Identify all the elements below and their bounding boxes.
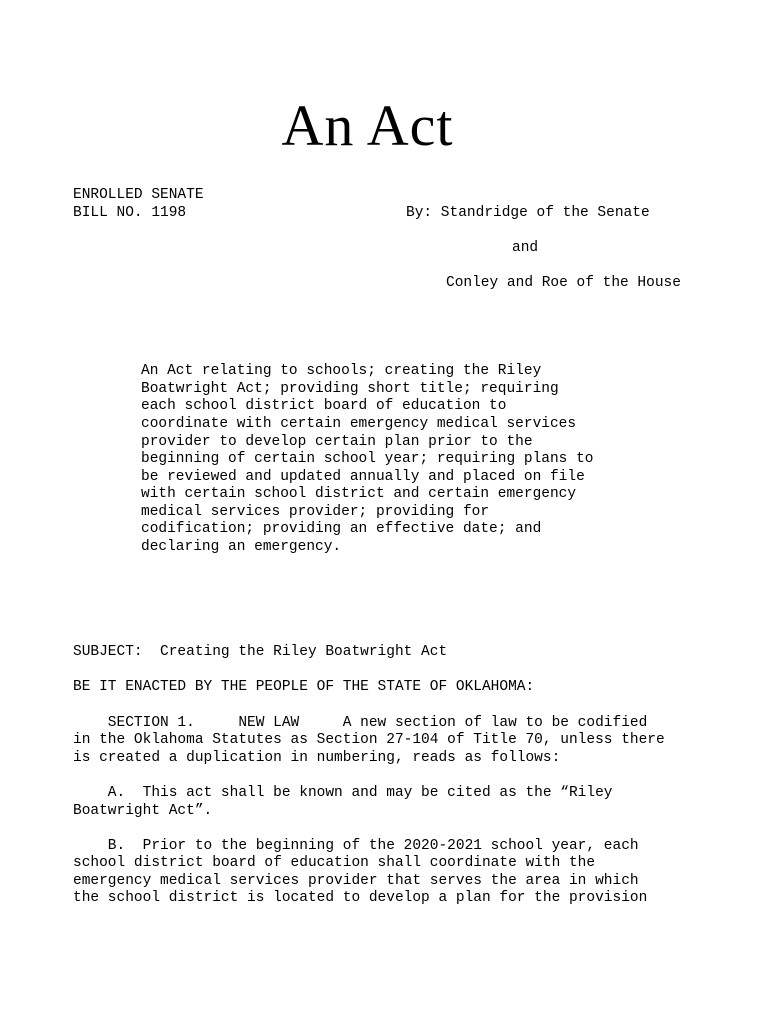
paragraph-line: A. This act shall be known and may be cited as the “Riley: [73, 785, 613, 801]
house-sponsors: Conley and Roe of the House: [446, 275, 681, 291]
summary-line: coordinate with certain emergency medical services: [141, 416, 577, 432]
paragraph-line: emergency medical services provider that serves the area in which: [73, 873, 639, 889]
summary-line: An Act relating to schools; creating the Riley: [141, 363, 542, 379]
summary-line: codification; providing an effective date; and: [141, 521, 542, 537]
senate-sponsor: By: Standridge of the Senate: [406, 205, 650, 221]
bill-number-line-1: ENROLLED SENATE: [73, 187, 204, 203]
sponsor-conjunction: and: [512, 240, 539, 256]
bill-number-line-2: BILL NO. 1198: [73, 205, 187, 221]
summary-line: each school district board of education to: [141, 398, 507, 414]
section-line: is created a duplication in numbering, reads as follows:: [73, 750, 561, 766]
summary-line: medical services provider; providing for: [141, 504, 490, 520]
section-line: in the Oklahoma Statutes as Section 27-104 of Title 70, unless there: [73, 732, 665, 748]
summary-line: beginning of certain school year; requiring plans to: [141, 451, 594, 467]
subject-line: SUBJECT: Creating the Riley Boatwright Act: [73, 644, 448, 660]
paragraph-line: the school district is located to develop a plan for the provision: [73, 890, 648, 906]
paragraph-line: Boatwright Act”.: [73, 803, 213, 819]
summary-line: be reviewed and updated annually and placed on file: [141, 469, 585, 485]
summary-line: provider to develop certain plan prior to the: [141, 434, 533, 450]
paragraph-line: B. Prior to the beginning of the 2020-2021 school year, each: [73, 838, 639, 854]
summary-line: with certain school district and certain emergency: [141, 486, 577, 502]
paragraph-line: school district board of education shall coordinate with the: [73, 855, 596, 871]
section-line: SECTION 1. NEW LAW A new section of law to be codified: [73, 715, 648, 731]
document-title: An Act: [281, 93, 454, 158]
summary-line: declaring an emergency.: [141, 539, 342, 555]
summary-line: Boatwright Act; providing short title; requiring: [141, 381, 559, 397]
enacting-clause: BE IT ENACTED BY THE PEOPLE OF THE STATE OF OKLAHOMA:: [73, 679, 535, 695]
